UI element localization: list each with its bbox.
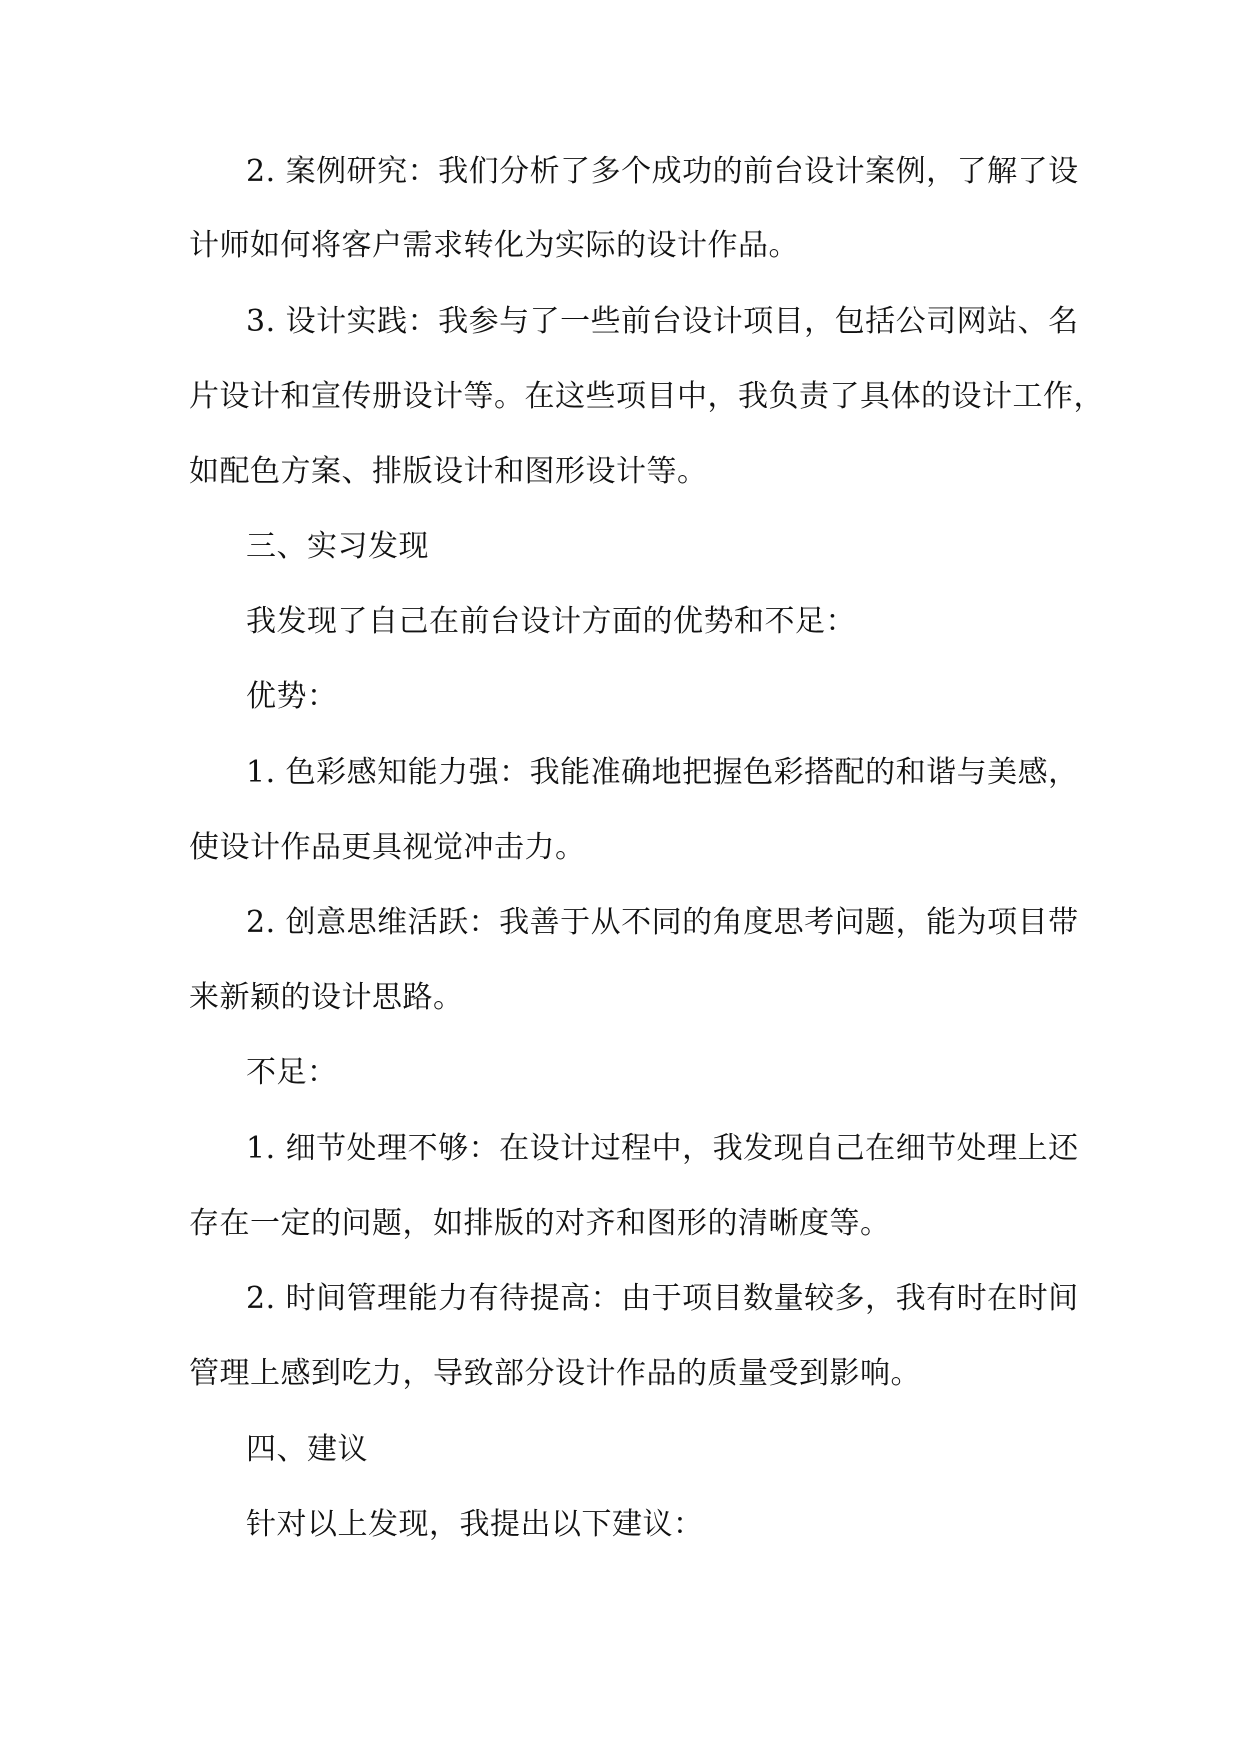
suggestions-intro: 针对以上发现，我提出以下建议： <box>246 1507 704 1542</box>
design-practice-item-cont-1: 片设计和宣传册设计等。在这些项目中，我负责了具体的设计工作， <box>189 379 1104 414</box>
strength-item-2-cont: 来新颖的设计思路。 <box>189 980 464 1015</box>
design-practice-item: 3. 设计实践：我参与了一些前台设计项目，包括公司网站、名 <box>246 304 1079 339</box>
design-practice-item-cont-2: 如配色方案、排版设计和图形设计等。 <box>189 454 708 489</box>
strength-item-1: 1. 色彩感知能力强：我能准确地把握色彩搭配的和谐与美感， <box>246 755 1079 790</box>
strength-item-1-cont: 使设计作品更具视觉冲击力。 <box>189 830 586 865</box>
findings-intro: 我发现了自己在前台设计方面的优势和不足： <box>246 604 856 639</box>
weakness-item-1: 1. 细节处理不够：在设计过程中，我发现自己在细节处理上还 <box>246 1131 1079 1166</box>
case-study-item: 2. 案例研究：我们分析了多个成功的前台设计案例，了解了设 <box>246 154 1079 189</box>
section-heading-findings: 三、实习发现 <box>246 529 429 564</box>
strengths-label: 优势： <box>246 679 338 714</box>
weakness-item-1-cont: 存在一定的问题，如排版的对齐和图形的清晰度等。 <box>189 1206 891 1241</box>
weakness-item-2-cont: 管理上感到吃力，导致部分设计作品的质量受到影响。 <box>189 1356 921 1391</box>
weakness-item-2: 2. 时间管理能力有待提高：由于项目数量较多，我有时在时间 <box>246 1281 1079 1316</box>
section-heading-suggestions: 四、建议 <box>246 1432 368 1467</box>
weaknesses-label: 不足： <box>246 1055 338 1090</box>
case-study-item-cont: 计师如何将客户需求转化为实际的设计作品。 <box>189 228 799 263</box>
strength-item-2: 2. 创意思维活跃：我善于从不同的角度思考问题，能为项目带 <box>246 905 1079 940</box>
